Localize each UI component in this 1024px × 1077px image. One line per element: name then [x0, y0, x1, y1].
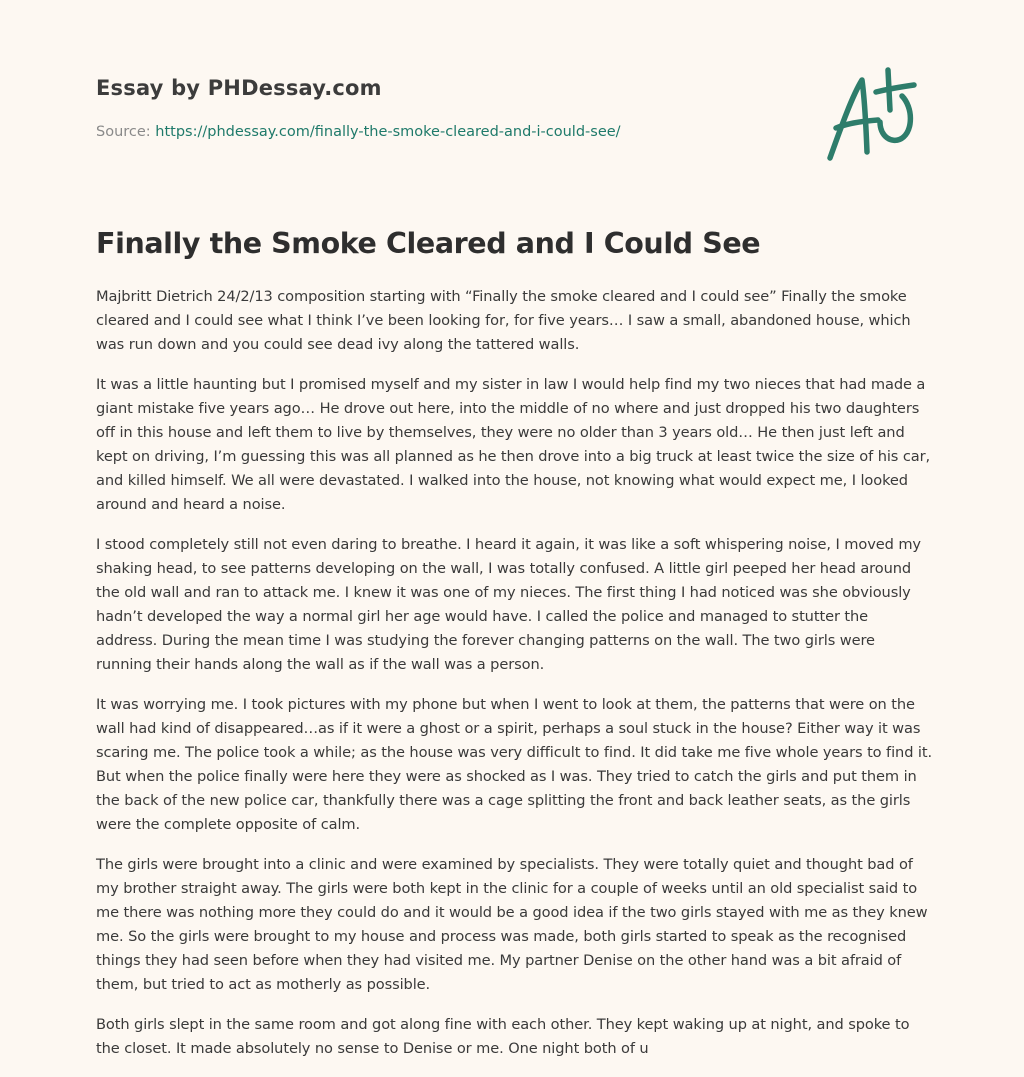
- essay-paragraph: Majbritt Dietrich 24/2/13 composition starting with “Finally the smoke cleared and I could see” Finally the smoke cleared and I could see what I think I’ve been looking for, for five years… I saw a small, abandoned house, which was run down and you could see dead ivy along the tattered walls.: [96, 288, 911, 353]
- page-header: [96, 0, 936, 200]
- source-link[interactable]: https://phdessay.com/finally-the-smoke-cleared-and-i-could-see/: [155, 124, 621, 140]
- source-label: Source:: [96, 124, 151, 140]
- site-brand: Essay by PHDessay.com: [96, 76, 382, 100]
- source-line: [96, 124, 621, 140]
- essay-paragraph: The girls were brought into a clinic and were examined by specialists. They were totally quiet and thought bad of my brother straight away. The girls were both kept in the clinic for a couple of weeks until an old specialist said to me there was nothing more they could do and it would be a good idea if the two girls stayed with me as they knew me. So the girls were brought to my house and process was made, both girls started to speak as the recognised things they had seen before when they had visited me. My partner Denise on the other hand was a bit afraid of them, but tried to act as motherly as possible.: [96, 856, 928, 993]
- essay-paragraph: Both girls slept in the same room and got along fine with each other. They kept waking up at night, and spoke to the closet. It made absolutely no sense to Denise or me. One night both of u: [96, 1016, 910, 1057]
- essay-body: [96, 285, 932, 1077]
- essay-paragraph: It was worrying me. I took pictures with my phone but when I went to look at them, the patterns that were on the wall had kind of disappeared…as if it were a ghost or a spirit, perhaps a soul stuck in the house? Either way it was scaring me. The police took a while; as the house was very difficult to find. It did take me five whole years to find it. But when the police finally were here they were as shocked as I was. They tried to catch the girls and put them in the back of the new police car, thankfully there was a cage splitting the front and back leather seats, as the girls were the complete opposite of calm.: [96, 696, 933, 833]
- essay-paragraph: It was a little haunting but I promised myself and my sister in law I would help find my two nieces that had made a giant mistake five years ago… He drove out here, into the middle of no where and just dropped his two daughters off in this house and left them to live by themselves, they were no older than 3 years old… He then just left and kept on driving, I’m guessing this was all planned as he then drove into a big truck at least twice the size of his car, and killed himself. We all were devastated. I walked into the house, not knowing what would expect me, I looked around and heard a noise.: [96, 376, 931, 513]
- a-plus-logo-icon: [822, 66, 926, 164]
- essay-paragraph: I stood completely still not even daring to breathe. I heard it again, it was like a soft whispering noise, I moved my shaking head, to see patterns developing on the wall, I was totally confused. A little girl peeped her head around the old wall and ran to attack me. I knew it was one of my nieces. The first thing I had noticed was she obviously hadn’t developed the way a normal girl her age would have. I called the police and managed to stutter the address. During the mean time I was studying the forever changing patterns on the wall. The two girls were running their hands along the wall as if the wall was a person.: [96, 536, 921, 673]
- essay-title: Finally the Smoke Cleared and I Could See: [96, 227, 761, 260]
